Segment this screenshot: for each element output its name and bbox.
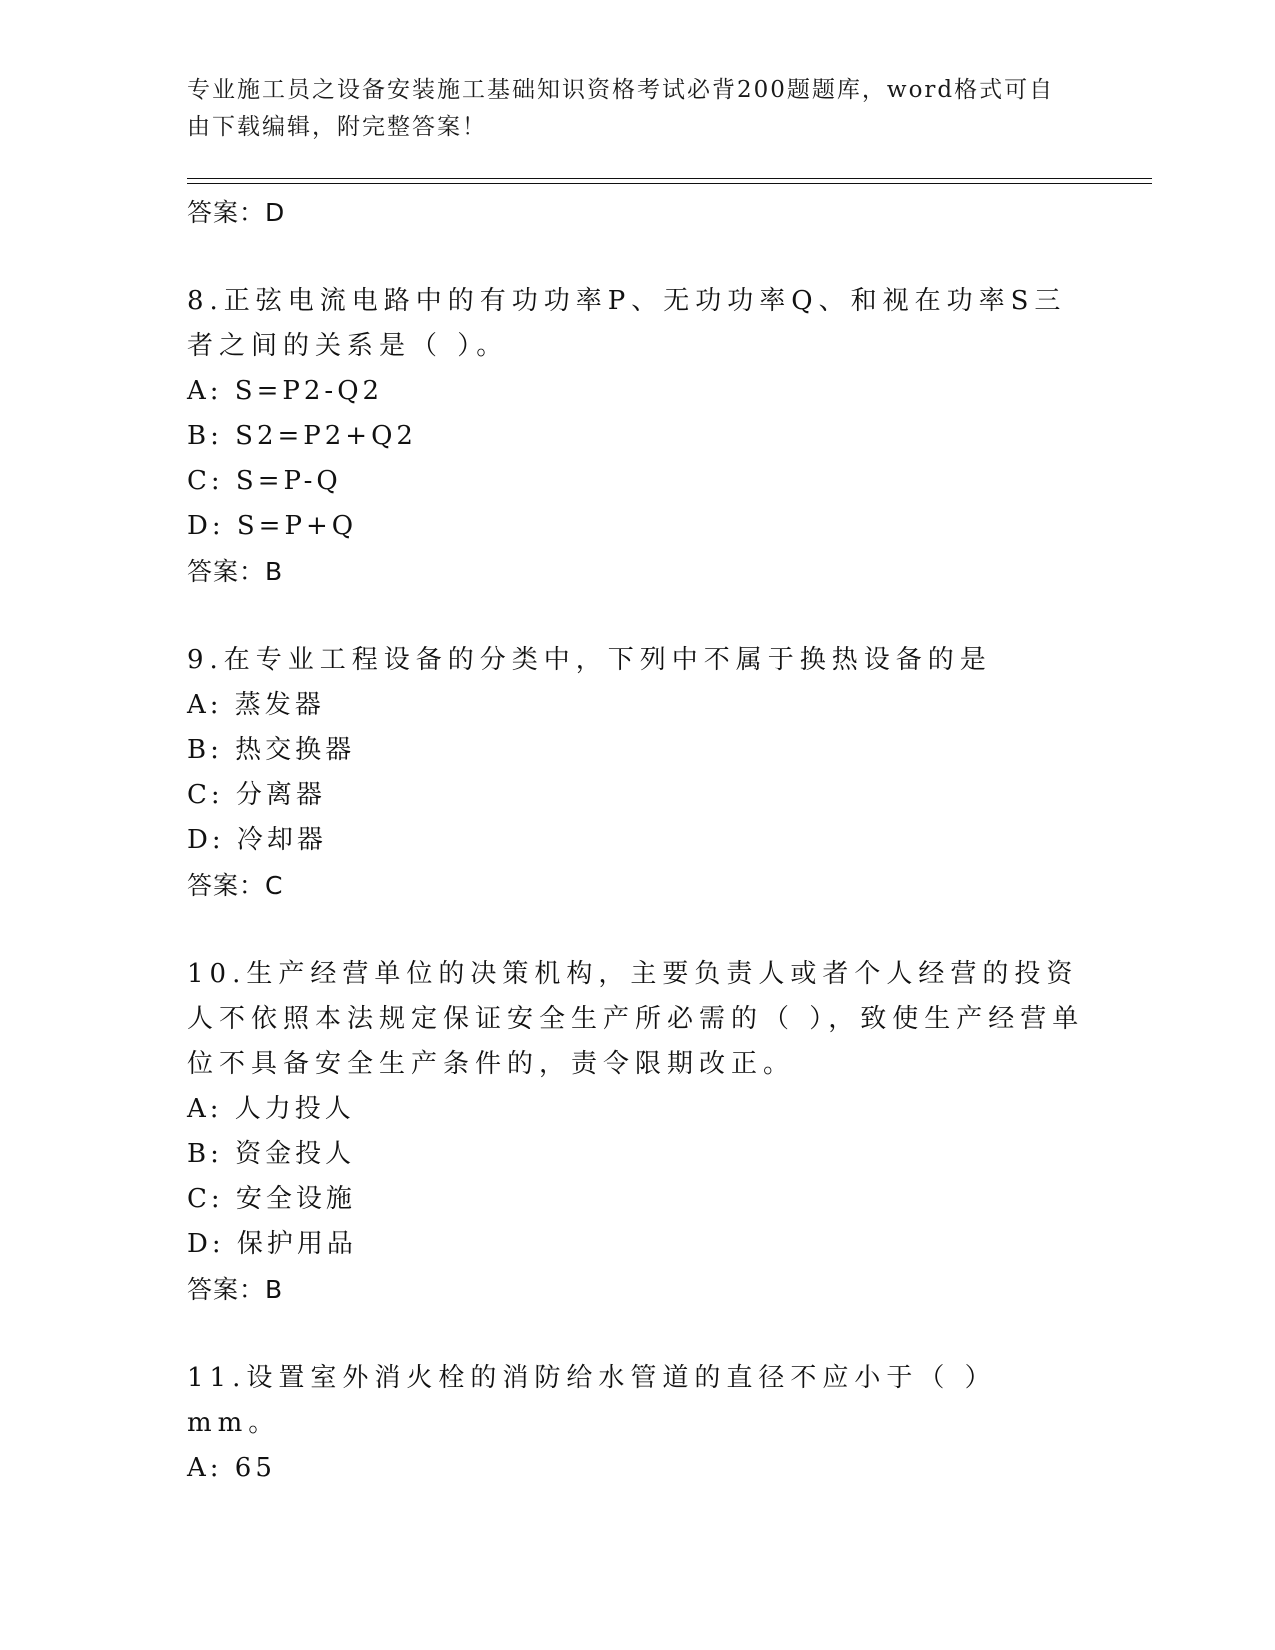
question-9: [187, 638, 1087, 909]
option-a: A: S=P2-Q2: [187, 376, 384, 406]
option-b: B: 热交换器: [187, 735, 356, 765]
answer-line: 答案：B: [187, 1275, 284, 1304]
document-header: 专业施工员之设备安装施工基础知识资格考试必背200题题库，word格式可自由下载编辑，附完整答案！: [187, 77, 1055, 140]
question-8: [187, 279, 1087, 595]
option-d: D: 冷却器: [187, 825, 327, 855]
option-c: C: S=P-Q: [187, 466, 342, 496]
question-stem: 10.生产经营单位的决策机构，主要负责人或者个人经营的投资人不依照本法规定保证安全生产所必需的（ ），致使生产经营单位不具备安全生产条件的，责令限期改正。: [187, 959, 1085, 1079]
option-a: A: 蒸发器: [187, 690, 325, 720]
option-a: A: 人力投人: [187, 1094, 355, 1124]
option-c: C: 安全设施: [187, 1184, 356, 1214]
option-a: A: 65: [187, 1453, 276, 1483]
option-b: B: S2=P2+Q2: [187, 421, 417, 451]
question-10: [187, 952, 1087, 1313]
question-stem: 8.正弦电流电路中的有功功率P、无功功率Q、和视在功率S三者之间的关系是（ ）。: [187, 286, 1067, 361]
question-stem: 9.在专业工程设备的分类中，下列中不属于换热设备的是: [187, 645, 992, 675]
answer-line: 答案：B: [187, 557, 284, 586]
header-rule-bottom: [187, 183, 1152, 184]
option-d: D: S=P+Q: [187, 511, 358, 541]
question-11: [187, 1356, 1087, 1491]
header-rule-top: [187, 178, 1152, 179]
answer-line: 答案：C: [187, 871, 284, 900]
option-c: C: 分离器: [187, 780, 326, 810]
answer-line: 答案：D: [187, 198, 286, 227]
option-b: B: 资金投人: [187, 1139, 356, 1169]
document-body: [187, 190, 1087, 1491]
option-d: D: 保护用品: [187, 1229, 357, 1259]
question-stem: 11.设置室外消火栓的消防给水管道的直径不应小于（ ）mm。: [187, 1363, 997, 1438]
